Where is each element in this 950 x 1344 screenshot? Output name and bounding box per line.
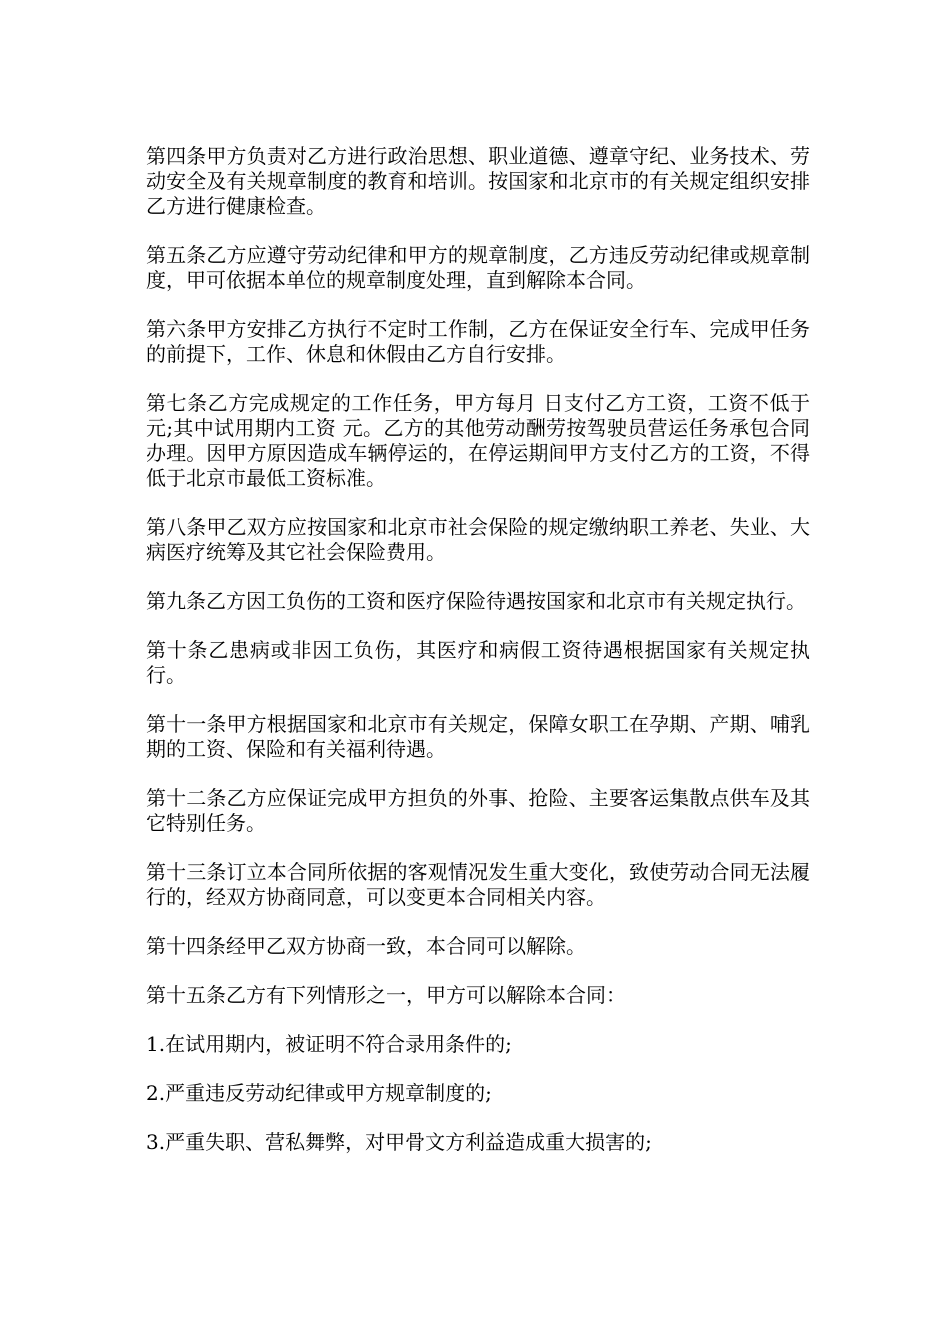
document-body [146, 144, 817, 1179]
article-14: 第十四条经甲乙双方协商一致，本合同可以解除。 [146, 934, 586, 958]
article-7: 第七条乙方完成规定的工作任务，甲方每月 日支付乙方工资，工资不低于 元;其中试用期内工资 元。乙方的其他劳动酬劳按驾驶员营运任务承包合同办理。因甲方原因造成车辆停运的，在停运期间甲方支付乙方的工资，不得低于北京市最低工资标准。 [146, 391, 817, 490]
article-12: 第十二条乙方应保证完成甲方担负的外事、抢险、主要客运集散点供车及其它特别任务。 [146, 786, 810, 835]
article-9: 第九条乙方因工负伤的工资和医疗保险待遇按国家和北京市有关规定执行。 [146, 589, 806, 613]
list-item-2: 2.严重违反劳动纪律或甲方规章制度的; [146, 1081, 492, 1105]
article-15: 第十五条乙方有下列情形之一，甲方可以解除本合同： [146, 983, 626, 1007]
article-4: 第四条甲方负责对乙方进行政治思想、职业道德、遵章守纪、业务技术、劳动安全及有关规章制度的教育和培训。按国家和北京市的有关规定组织安排乙方进行健康检查。 [146, 144, 810, 218]
article-13: 第十三条订立本合同所依据的客观情况发生重大变化，致使劳动合同无法履行的，经双方协商同意，可以变更本合同相关内容。 [146, 860, 810, 909]
list-item-1: 1.在试用期内，被证明不符合录用条件的; [146, 1032, 512, 1056]
article-6: 第六条甲方安排乙方执行不定时工作制，乙方在保证安全行车、完成甲任务的前提下，工作、休息和休假由乙方自行安排。 [146, 317, 810, 366]
list-item-3: 3.严重失职、营私舞弊，对甲骨文方利益造成重大损害的; [146, 1130, 652, 1154]
article-5: 第五条乙方应遵守劳动纪律和甲方的规章制度，乙方违反劳动纪律或规章制度，甲可依据本单位的规章制度处理，直到解除本合同。 [146, 243, 810, 292]
article-11: 第十一条甲方根据国家和北京市有关规定，保障女职工在孕期、产期、哺乳期的工资、保险和有关福利待遇。 [146, 712, 810, 761]
article-10: 第十条乙患病或非因工负伤，其医疗和病假工资待遇根据国家有关规定执行。 [146, 638, 810, 687]
article-8: 第八条甲乙双方应按国家和北京市社会保险的规定缴纳职工养老、失业、大病医疗统筹及其它社会保险费用。 [146, 515, 810, 564]
